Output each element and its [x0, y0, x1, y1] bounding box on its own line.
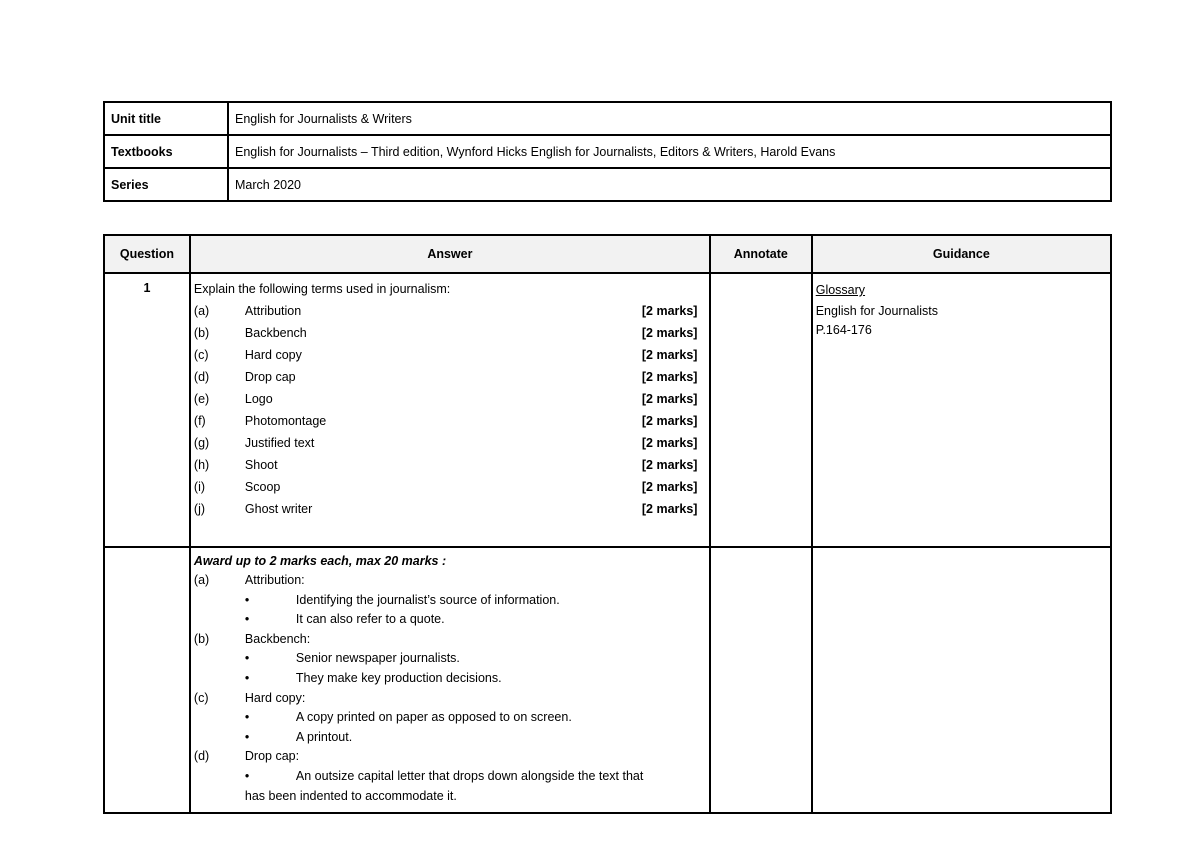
ms-term-name: Drop cap:: [244, 749, 300, 764]
term-marks: [2 marks]: [641, 347, 698, 362]
term-letter: (e): [193, 391, 210, 406]
term-letter: (a): [193, 303, 210, 318]
answer-header: Answer: [190, 235, 710, 273]
ms-bullet-text: Senior newspaper journalists.: [295, 651, 460, 666]
ms-bullet-text: They make key production decisions.: [295, 670, 502, 685]
term-row: [194, 300, 706, 322]
ms-bullet-text: It can also refer to a quote.: [295, 612, 445, 627]
series-row: [104, 168, 1111, 201]
term-row: [194, 432, 706, 454]
bullet-icon: •: [244, 670, 250, 685]
term-marks: [2 marks]: [641, 369, 698, 384]
ms-bullet: [194, 728, 706, 748]
ms-term-letter: (a): [193, 573, 210, 587]
term-letter: (j): [193, 501, 206, 516]
marking-table: [103, 234, 1112, 814]
term-name: Hard copy: [244, 347, 302, 362]
bullet-icon: •: [244, 729, 250, 744]
ms-bullet-text: A printout.: [295, 729, 353, 744]
ms-term-letter: (c): [193, 690, 209, 705]
term-name: Logo: [244, 391, 273, 406]
question-intro: Explain the following terms used in journalism:: [193, 282, 451, 296]
bullet-icon: •: [244, 710, 250, 725]
markscheme-annotate-cell[interactable]: [710, 547, 812, 813]
term-marks: [2 marks]: [641, 435, 698, 450]
term-row: [194, 322, 706, 344]
question-1-row: [104, 273, 1111, 547]
term-marks: [2 marks]: [641, 391, 698, 406]
ms-bullet: [194, 708, 706, 728]
ms-term-name: Attribution:: [244, 573, 305, 587]
term-name: Backbench: [244, 325, 307, 340]
term-marks: [2 marks]: [641, 501, 698, 516]
term-marks: [2 marks]: [641, 325, 698, 340]
term-row: [194, 476, 706, 498]
unit-title-label: Unit title: [104, 102, 228, 135]
annotate-header: Annotate: [710, 235, 812, 273]
series-value: March 2020: [228, 168, 1111, 201]
term-marks: [2 marks]: [641, 303, 698, 318]
term-letter: (d): [193, 369, 210, 384]
ms-term-letter: (b): [193, 631, 210, 646]
term-letter: (h): [193, 457, 210, 472]
markscheme-guidance-cell: [812, 547, 1111, 813]
term-row: [194, 454, 706, 476]
term-name: Ghost writer: [244, 501, 313, 516]
ms-bullet: [194, 767, 706, 787]
textbooks-row: [104, 135, 1111, 168]
question-1-annotate-cell[interactable]: [710, 273, 812, 547]
markscheme-row: [104, 547, 1111, 813]
bullet-icon: •: [244, 651, 250, 666]
unit-title-value: English for Journalists & Writers: [228, 102, 1111, 135]
ms-term-letter: (d): [193, 749, 210, 764]
guidance-book: English for Journalists: [815, 304, 938, 318]
ms-term-a: [194, 571, 706, 591]
term-name: Drop cap: [244, 369, 296, 384]
ms-term-b: [194, 630, 706, 650]
header-row: [104, 235, 1111, 273]
textbooks-value: English for Journalists – Third edition, Wynford Hicks English for Journalists, Editors & Writers, Harold Evans: [228, 135, 1111, 168]
term-letter: (f): [193, 413, 206, 428]
guidance-pages: P.164-176: [815, 323, 872, 337]
term-name: Shoot: [244, 457, 278, 472]
question-1-guidance-cell: [812, 273, 1111, 547]
term-marks: [2 marks]: [641, 413, 698, 428]
term-name: Scoop: [244, 479, 281, 494]
term-letter: (g): [193, 435, 210, 450]
unit-info-table: [103, 101, 1112, 202]
question-header: Question: [104, 235, 190, 273]
ms-term-name: Hard copy:: [244, 690, 306, 705]
term-marks: [2 marks]: [641, 479, 698, 494]
term-letter: (i): [193, 479, 206, 494]
ms-bullet: [194, 649, 706, 669]
question-number: 1: [104, 273, 190, 547]
question-1-answer-cell: [190, 273, 710, 547]
term-letter: (c): [193, 347, 209, 362]
term-name: Justified text: [244, 435, 315, 450]
markscheme-answer-cell: [190, 547, 710, 813]
term-name: Photomontage: [244, 413, 327, 428]
ms-term-d: [194, 747, 706, 767]
ms-bullet: [194, 591, 706, 611]
ms-bullet: [194, 610, 706, 630]
term-marks: [2 marks]: [641, 457, 698, 472]
ms-term-c: [194, 689, 706, 709]
term-name: Attribution: [244, 303, 302, 318]
series-label: Series: [104, 168, 228, 201]
bullet-icon: •: [244, 612, 250, 627]
term-row: [194, 366, 706, 388]
textbooks-label: Textbooks: [104, 135, 228, 168]
ms-bullet-text: An outsize capital letter that drops down alongside the text that: [295, 768, 644, 783]
term-row: [194, 498, 706, 520]
unit-title-row: [104, 102, 1111, 135]
term-row: [194, 410, 706, 432]
bullet-icon: •: [244, 592, 250, 607]
award-instruction: Award up to 2 marks each, max 20 marks :: [193, 554, 447, 568]
ms-term-name: Backbench:: [244, 631, 311, 646]
markscheme-question-cell: [104, 547, 190, 813]
ms-bullet: [194, 669, 706, 689]
glossary-link[interactable]: Glossary: [815, 283, 866, 297]
guidance-header: Guidance: [812, 235, 1111, 273]
ms-bullet-text: A copy printed on paper as opposed to on screen.: [295, 710, 572, 725]
ms-bullet-continuation: has been indented to accommodate it.: [244, 788, 457, 803]
bullet-icon: •: [244, 768, 250, 783]
ms-bullet-text: Identifying the journalist’s source of information.: [295, 592, 560, 607]
term-row: [194, 344, 706, 366]
terms-list: [194, 300, 706, 520]
term-row: [194, 388, 706, 410]
term-letter: (b): [193, 325, 210, 340]
